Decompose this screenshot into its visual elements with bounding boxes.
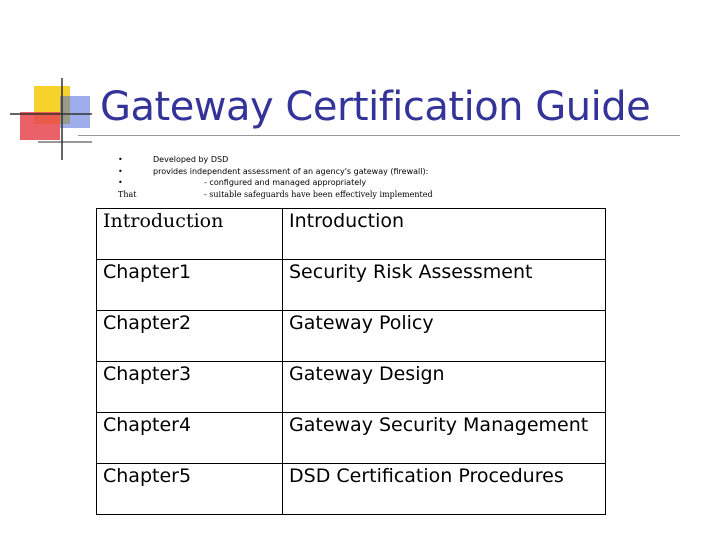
bullet-marker: That [118, 189, 137, 199]
chapter-label: Chapter2 [103, 312, 192, 334]
topic-cell [283, 362, 606, 413]
chapter-cell [97, 311, 283, 362]
topic-cell [283, 311, 606, 362]
table-row [97, 311, 606, 362]
bullet-marker: • [118, 166, 123, 176]
decorative-logo [0, 0, 100, 170]
bullet-text: - suitable safeguards have been effectively implemented [204, 189, 433, 199]
table-row [97, 260, 606, 311]
chapter-cell [97, 260, 283, 311]
table-row [97, 464, 606, 515]
topic-label: Security Risk Assessment [289, 261, 533, 283]
chapter-label: Chapter1 [103, 261, 192, 283]
chapter-label: Chapter5 [103, 465, 192, 487]
bullet-marker: • [118, 155, 123, 164]
chapter-label: Introduction [103, 210, 224, 232]
bullet-text: provides independent assessment of an agency's gateway (firewall): [153, 166, 429, 176]
title-divider [78, 135, 680, 136]
topic-label: Gateway Policy [289, 312, 434, 334]
chapter-label: Chapter3 [103, 363, 192, 385]
topic-cell [283, 209, 606, 260]
bullet-text: Developed by DSD [153, 155, 229, 164]
topic-cell [283, 464, 606, 515]
topic-label: Gateway Design [289, 363, 445, 385]
bullet-text: - configured and managed appropriately [204, 178, 367, 187]
topic-cell [283, 260, 606, 311]
topic-label: Gateway Security Management [289, 414, 589, 436]
table-row [97, 362, 606, 413]
contents-table [96, 208, 606, 515]
chapter-cell [97, 464, 283, 515]
chapter-cell [97, 362, 283, 413]
table-row [97, 209, 606, 260]
table-row [97, 413, 606, 464]
chapter-cell [97, 209, 283, 260]
bullet-marker: • [118, 178, 123, 187]
page-title: Gateway Certification Guide [100, 84, 651, 130]
chapter-label: Chapter4 [103, 414, 192, 436]
chapter-cell [97, 413, 283, 464]
topic-cell [283, 413, 606, 464]
topic-label: Introduction [289, 210, 405, 232]
topic-label: DSD Certification Procedures [289, 465, 564, 487]
